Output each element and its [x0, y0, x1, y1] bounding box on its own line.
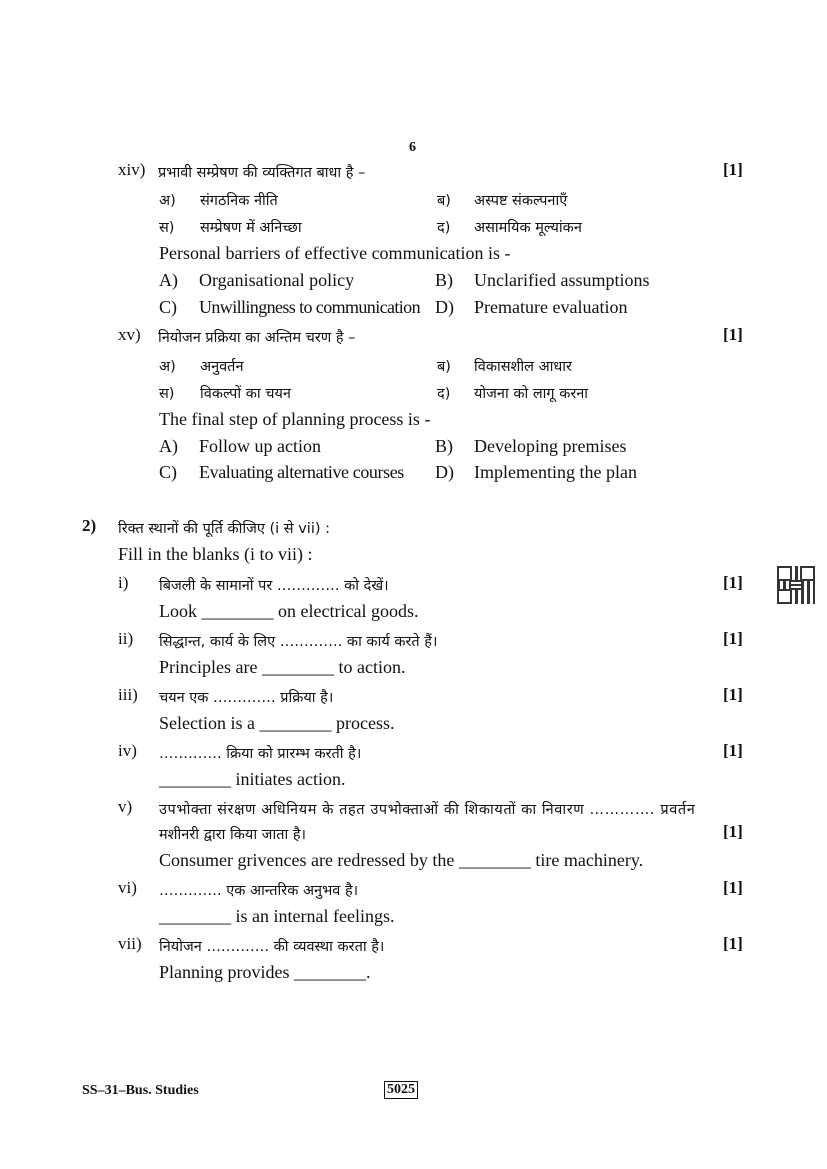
- item-hindi: बिजली के सामानों पर …………. को देखें।: [159, 578, 389, 594]
- item-number: v): [118, 797, 133, 816]
- option-text: योजना को लागू करना: [474, 386, 589, 402]
- option-text: Developing premises: [474, 436, 627, 456]
- item-hindi: नियोजन …………. की व्यवस्था करता है।: [159, 939, 385, 955]
- option-key: स): [159, 386, 175, 402]
- item-english: Consumer grivences are redressed by the ________ tire machinery.: [159, 850, 644, 870]
- item-number: vii): [118, 934, 142, 953]
- marks-label: [1]: [723, 685, 743, 704]
- option-key: द): [437, 220, 451, 236]
- option-text: Organisational policy: [199, 270, 355, 290]
- qr-code-icon: [777, 566, 815, 604]
- option-text: Evaluating alternative courses: [199, 462, 404, 482]
- option-text: Premature evaluation: [474, 297, 628, 317]
- option-text: विकासशील आधार: [474, 359, 572, 375]
- option-text: असामयिक मूल्यांकन: [474, 220, 582, 236]
- question-number: 2): [82, 516, 97, 535]
- marks-label: [1]: [723, 741, 743, 760]
- option-key: B): [435, 270, 453, 290]
- option-text: Unwillingness to communication: [199, 297, 420, 317]
- section-heading-english: Fill in the blanks (i to vii) :: [118, 544, 313, 564]
- item-hindi: उपभोक्ता संरक्षण अधिनियम के तहत उपभोक्ताओं की शिकायतों का निवारण …………. प्रवर्तन: [159, 802, 696, 818]
- section-heading-hindi: रिक्त स्थानों की पूर्ति कीजिए (i से vii) :: [118, 521, 331, 537]
- item-number: vi): [118, 878, 137, 897]
- option-text: विकल्पों का चयन: [200, 386, 291, 402]
- page-number: 6: [409, 140, 416, 155]
- item-english: Planning provides ________.: [159, 962, 371, 982]
- option-key: A): [159, 436, 178, 456]
- item-hindi: चयन एक …………. प्रक्रिया है।: [159, 690, 334, 706]
- marks-label: [1]: [723, 325, 743, 344]
- item-english: ________ initiates action.: [159, 769, 346, 789]
- marks-label: [1]: [723, 573, 743, 592]
- option-text: संगठनिक नीति: [200, 193, 278, 209]
- option-key: B): [435, 436, 453, 456]
- item-hindi: सिद्धान्त, कार्य के लिए …………. का कार्य करते हैं।: [159, 634, 438, 650]
- option-text: अनुवर्तन: [200, 359, 244, 375]
- marks-label: [1]: [723, 822, 743, 841]
- item-number: iii): [118, 685, 138, 704]
- option-key: ब): [437, 193, 451, 209]
- option-text: अस्पष्ट संकल्पनाएँ: [474, 193, 568, 209]
- item-english: Principles are ________ to action.: [159, 657, 406, 677]
- item-hindi: …………. क्रिया को प्रारम्भ करती है।: [159, 746, 362, 762]
- option-key: D): [435, 297, 454, 317]
- option-key: A): [159, 270, 178, 290]
- footer-paper-code: SS–31–Bus. Studies: [82, 1083, 199, 1098]
- option-text: Implementing the plan: [474, 462, 637, 482]
- option-text: Follow up action: [199, 436, 321, 456]
- option-key: स): [159, 220, 175, 236]
- marks-label: [1]: [723, 160, 743, 179]
- question-number: xiv): [118, 160, 146, 179]
- item-number: iv): [118, 741, 137, 760]
- option-key: ब): [437, 359, 451, 375]
- item-number: i): [118, 573, 129, 592]
- option-text: सम्प्रेषण में अनिच्छा: [200, 220, 302, 236]
- option-key: C): [159, 462, 177, 482]
- question-english: The final step of planning process is -: [159, 409, 431, 429]
- question-hindi: प्रभावी सम्प्रेषण की व्यक्तिगत बाधा है –: [158, 165, 366, 181]
- marks-label: [1]: [723, 934, 743, 953]
- question-hindi: नियोजन प्रक्रिया का अन्तिम चरण है –: [158, 330, 356, 346]
- item-english: Look ________ on electrical goods.: [159, 601, 419, 621]
- question-number: xv): [118, 325, 141, 344]
- item-english: ________ is an internal feelings.: [159, 906, 395, 926]
- footer-paper-number: 5025: [384, 1081, 418, 1099]
- item-english: Selection is a ________ process.: [159, 713, 395, 733]
- option-key: अ): [159, 193, 176, 209]
- option-text: Unclarified assumptions: [474, 270, 650, 290]
- option-key: अ): [159, 359, 176, 375]
- option-key: D): [435, 462, 454, 482]
- question-english: Personal barriers of effective communication is -: [159, 243, 511, 263]
- marks-label: [1]: [723, 878, 743, 897]
- option-key: C): [159, 297, 177, 317]
- item-hindi: …………. एक आन्तरिक अनुभव है।: [159, 883, 359, 899]
- item-number: ii): [118, 629, 134, 648]
- item-hindi-continued: मशीनरी द्वारा किया जाता है।: [159, 827, 307, 843]
- option-key: द): [437, 386, 451, 402]
- marks-label: [1]: [723, 629, 743, 648]
